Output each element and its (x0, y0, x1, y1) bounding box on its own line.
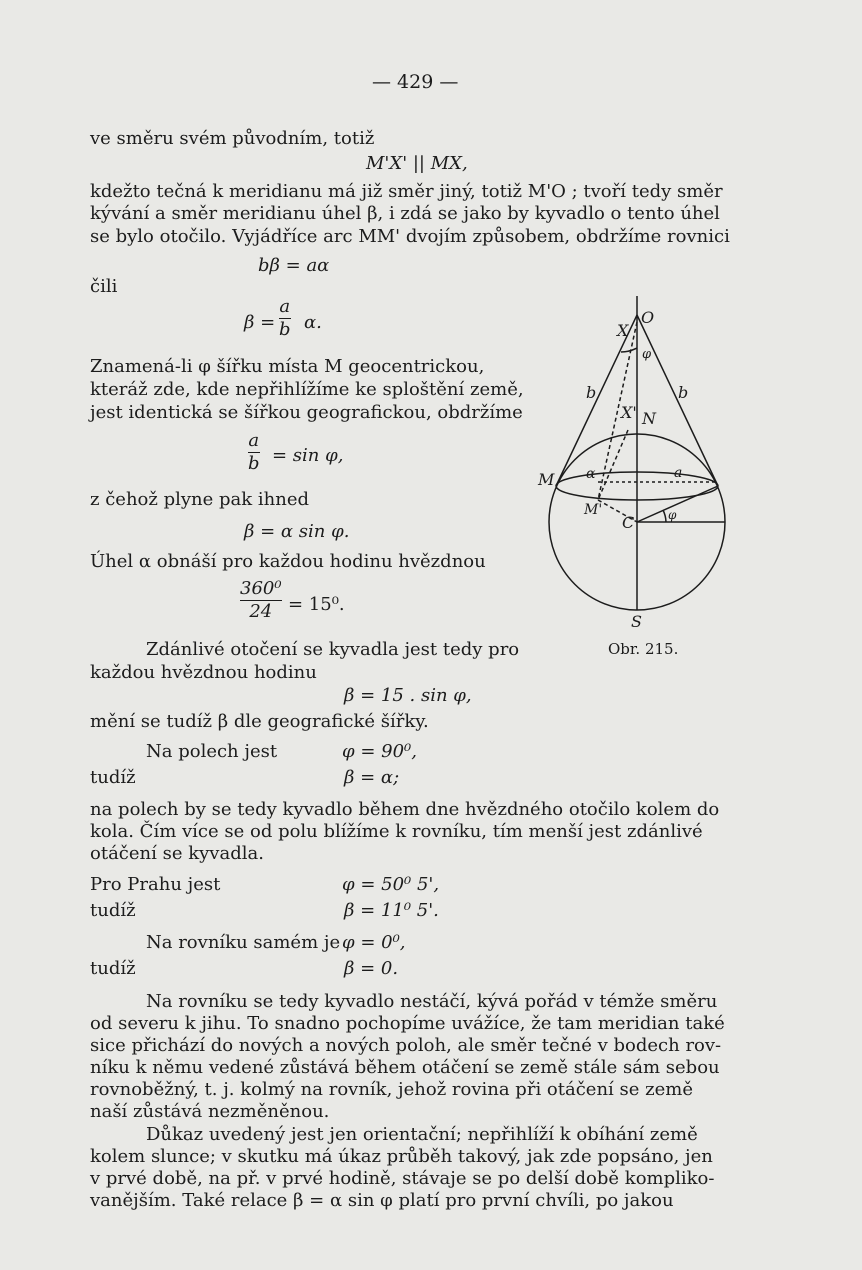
tangent-left (556, 315, 637, 486)
text-line: od severu k jihu. To snadno pochopíme uvážíce, že tam meridian také (90, 1013, 725, 1034)
equation-right: α. (304, 312, 322, 333)
text-line: rovnoběžný, t. j. kolmý na rovník, jehož rovina při otáčení se země (90, 1079, 693, 1100)
text-line: kola. Čím více se od polu blížíme k rovníku, tím menší jest zdánlivé (90, 821, 703, 842)
text-line: Zdánlivé otočení se kyvadla jest tedy pro (146, 639, 520, 660)
text-line: tudíž (90, 900, 136, 921)
equation: β = α; (344, 767, 400, 788)
text-line: se bylo otočilo. Vyjádříce arc MM' dvojím způsobem, obdržíme rovnici (90, 226, 730, 247)
text-line: na polech by se tedy kyvadlo během dne hvězdného otočilo kolem do (90, 799, 720, 820)
angle-arc (621, 348, 637, 352)
text-line: sice přichází do nových a nových poloh, ale směr tečné v bodech rov- (90, 1035, 722, 1056)
text-line: Důkaz uvedený jest jen orientační; nepřihlíží k obíhání země (146, 1124, 698, 1145)
text-line: tudíž (90, 958, 136, 979)
label-O: O (641, 308, 655, 327)
equation: φ = 50⁰ 5', (342, 874, 440, 895)
label-b-right: b (678, 383, 689, 402)
equation: β = α sin φ. (244, 521, 350, 542)
text-line: tudíž (90, 767, 136, 788)
text-line: mění se tudíž β dle geografické šířky. (90, 711, 429, 732)
label-alpha: α (586, 466, 596, 482)
text-line: Na rovníku se tedy kyvadlo nestáčí, kývá pořád v témže směru (146, 991, 718, 1012)
label-S: S (631, 612, 642, 631)
text-line: jest identická se šířkou geografickou, obdržíme (90, 402, 523, 423)
denominator: b (248, 453, 260, 474)
equation: β = 11⁰ 5'. (344, 900, 439, 921)
label-phi-center: φ (668, 508, 677, 522)
equation: φ = 90⁰, (342, 741, 417, 762)
text-line: kolem slunce; v skutku má úkaz průběh takový, jak zde popsáno, jen (90, 1146, 713, 1167)
text-line: ve směru svém původním, totiž (90, 128, 375, 149)
text-line: v prvé době, na př. v prvé hodině, stávaje se po delší době kompliko- (90, 1168, 715, 1189)
text-line: Znamená-li φ šířku místa M geocentrickou, (90, 356, 485, 377)
denominator: 24 (249, 601, 273, 622)
equation: φ = 0⁰, (342, 932, 406, 953)
angle-arc (663, 510, 666, 522)
equation: bβ = aα (258, 255, 330, 276)
text-line: čili (90, 276, 118, 297)
label-b-left: b (586, 383, 597, 402)
text-line: kteráž zde, kde nepřihlížíme ke sploštění země, (90, 379, 524, 400)
text-line: níku k němu vedené zůstává během otáčení se země stále sám sebou (90, 1057, 720, 1078)
text-line: každou hvězdnou hodinu (90, 662, 317, 683)
numerator: a (248, 430, 260, 451)
numerator: a (279, 296, 291, 317)
text-line: naší zůstává nezměněnou. (90, 1101, 330, 1122)
equation-right: = sin φ, (272, 445, 344, 466)
text-line: Na polech jest (146, 741, 278, 762)
label-M-prime: M' (584, 502, 603, 518)
equation-left: β = (244, 312, 276, 333)
denominator: b (279, 319, 291, 340)
label-M: M (538, 470, 555, 489)
text-line: z čehož plyne pak ihned (90, 489, 309, 510)
text-line: otáčení se kyvadla. (90, 843, 264, 864)
figure-caption: Obr. 215. (608, 640, 679, 658)
label-a: a (674, 465, 683, 481)
equation: β = 0. (344, 958, 399, 979)
text-line: kývání a směr meridianu úhel β, i zdá se jako by kyvadlo o tento úhel (90, 203, 720, 224)
label-C: C (622, 513, 635, 532)
equation: β = 15 . sin φ, (344, 685, 472, 706)
numerator: 360⁰ (240, 578, 282, 599)
page-number: — 429 — (372, 71, 459, 93)
equation-right: = 15⁰. (288, 594, 345, 615)
text-line: vanějším. Také relace β = α sin φ platí pro první chvíli, po jakou (90, 1190, 674, 1211)
label-X-prime: X' (621, 403, 637, 422)
text-line: kdežto tečná k meridianu má již směr jiný, totiž M'O ; tvoří tedy směr (90, 181, 723, 202)
radius-line (637, 486, 718, 522)
text-line: Pro Prahu jest (90, 874, 221, 895)
equation: M'X' || MX, (366, 153, 468, 174)
text-line: Na rovníku samém je (146, 932, 341, 953)
label-X: X (617, 321, 629, 340)
label-phi-top: φ (642, 347, 652, 362)
label-N: N (642, 409, 656, 428)
text-line: Úhel α obnáší pro každou hodinu hvězdnou (90, 551, 486, 572)
